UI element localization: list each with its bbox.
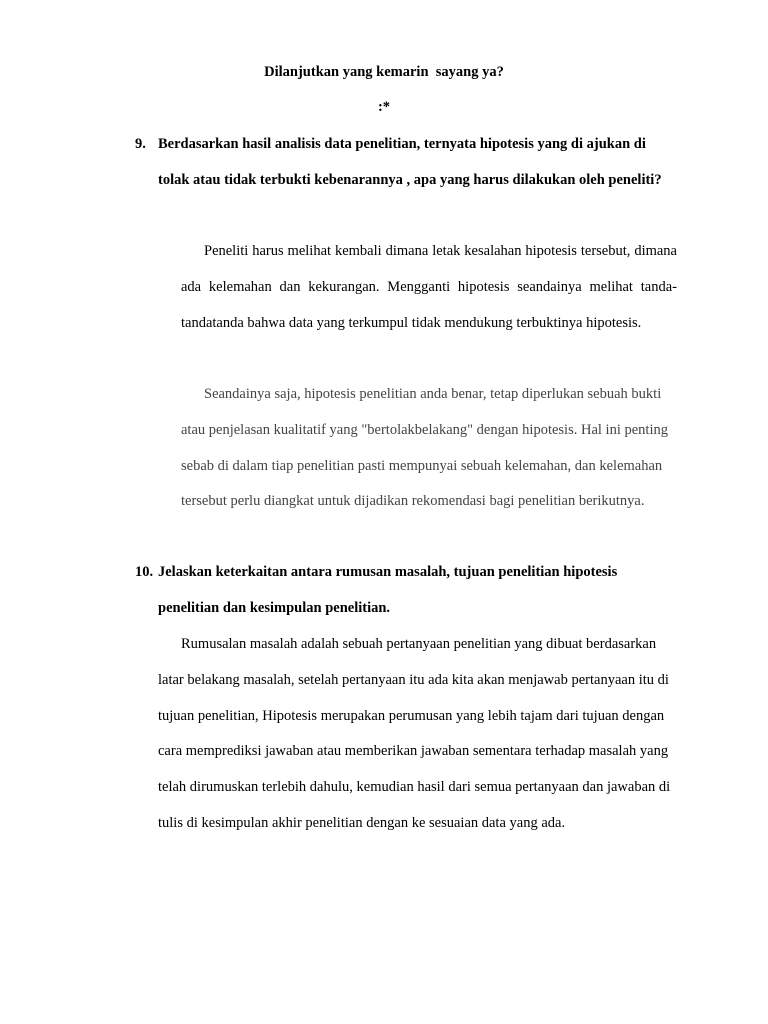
question-9-text: Berdasarkan hasil analisis data penelitian, ternyata hipotesis yang di ajukan di tolak atau tidak terbukti kebenarannya , apa yang harus dilakukan oleh peneliti?	[158, 136, 662, 188]
question-9-answer-paragraph-1: Peneliti harus melihat kembali dimana letak kesalahan hipotesis tersebut, dimana ada kelemahan dan kekurangan. Mengganti hipotesis seandainya melihat tanda-tandatanda bahwa data yang terkumpul tidak mendukung terbuktinya hipotesis.	[181, 243, 677, 331]
question-9-answer-paragraph-2: Seandainya saja, hipotesis penelitian anda benar, tetap diperlukan sebuah bukti atau penjelasan kualitatif yang "bertolakbelakang" dengan hipotesis. Hal ini penting sebab di dalam tiap penelitian pasti mempunyai sebuah kelemahan, dan kelemahan tersebut perlu diangkat untuk dijadikan rekomendasi bagi penelitian berikutnya.	[181, 386, 668, 510]
question-9-answer	[181, 234, 677, 341]
question-10-text: Jelaskan keterkaitan antara rumusan masalah, tujuan penelitian hipotesis penelitian dan kesimpulan penelitian.	[158, 564, 618, 616]
question-9-number: 9.	[135, 136, 146, 152]
question-10-answer-paragraph-1: Rumusalan masalah adalah sebuah pertanyaan penelitian yang dibuat berdasarkan latar belakang masalah, setelah pertanyaan itu ada kita akan menjawab pertanyaan itu di tujuan penelitian, Hipotesis merupakan perumusan yang lebih tajam dari tujuan dengan cara memprediksi jawaban atau memberikan jawaban sementara terhadap masalah yang telah dirumuskan terlebih dahulu, kemudian hasil dari semua pertanyaan dan jawaban di tulis di kesimpulan akhir penelitian dengan ke sesuaian data yang ada.	[158, 636, 671, 831]
page-subtitle: :*	[377, 99, 391, 115]
question-10-answer	[158, 627, 680, 842]
page-title: Dilanjutkan yang kemarin sayang ya?	[264, 64, 504, 80]
question-9-answer-continued	[181, 377, 681, 520]
question-10-number: 10.	[135, 564, 154, 580]
